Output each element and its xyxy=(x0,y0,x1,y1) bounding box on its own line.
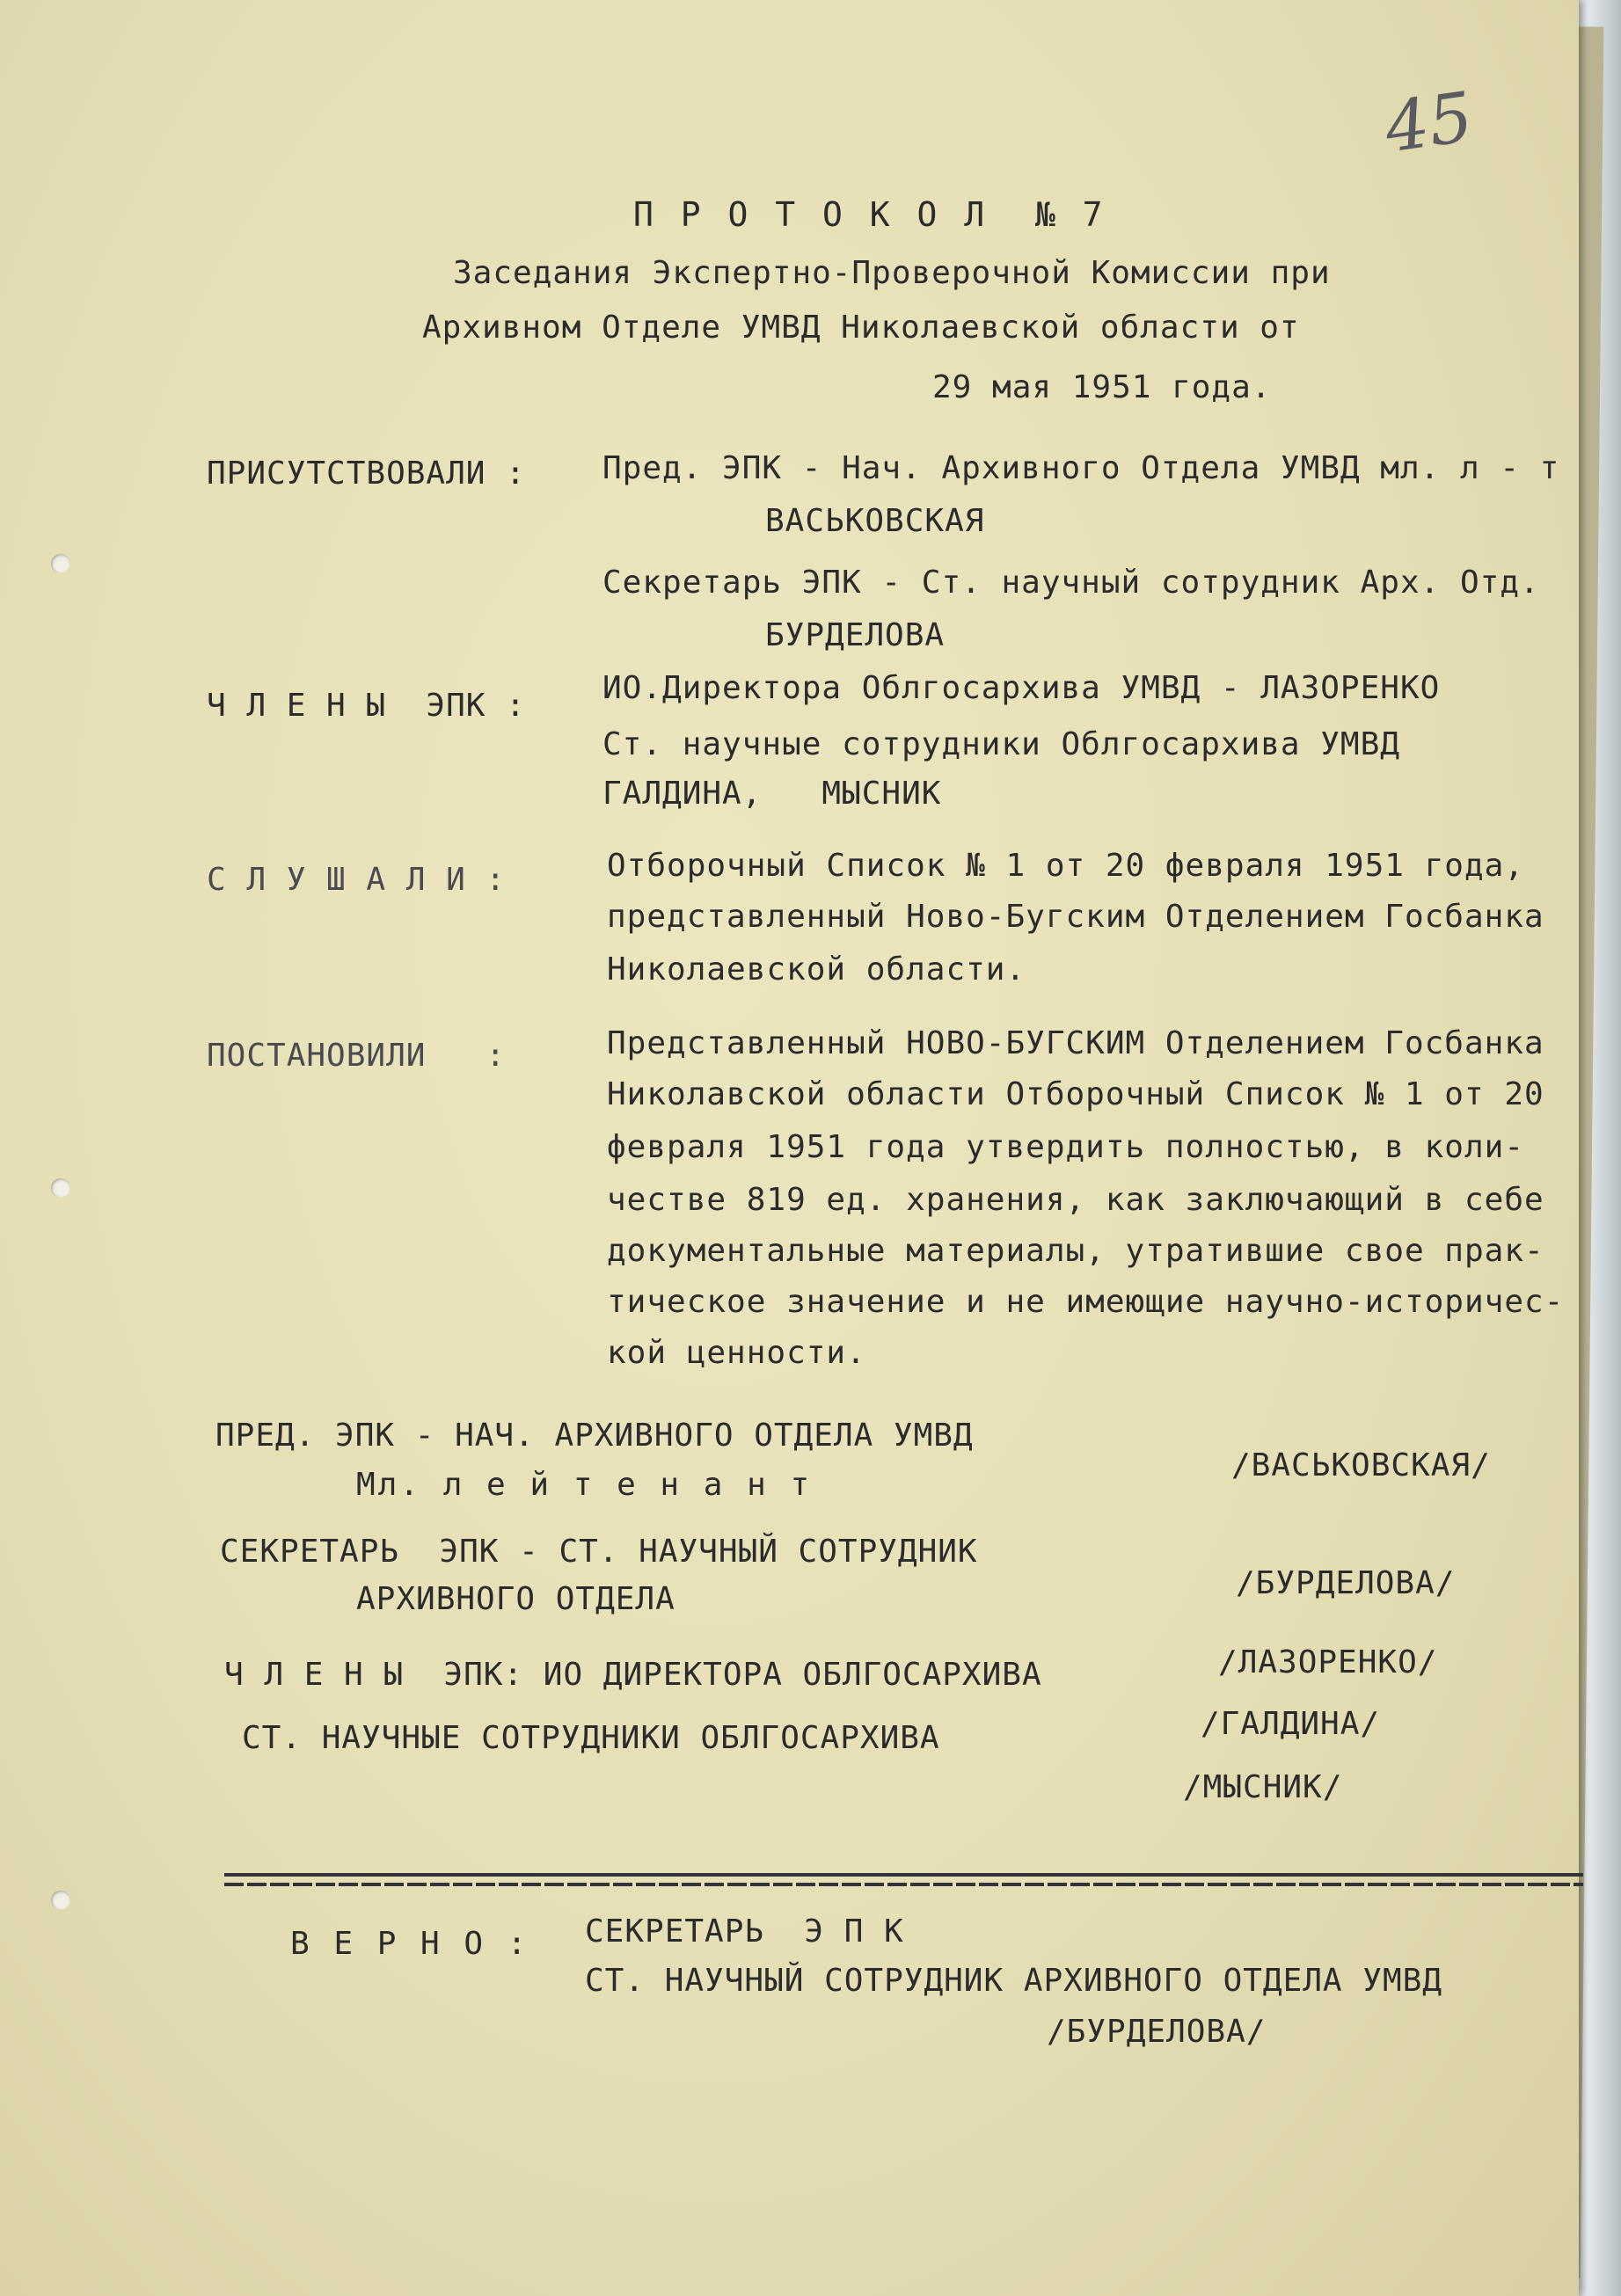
heard-line: Николаевской области. xyxy=(607,951,1026,988)
heard-label: С Л У Ш А Л И : xyxy=(207,862,507,898)
decided-line: документальные материалы, утратившие свое прак- xyxy=(607,1233,1544,1269)
decided-line: кой ценности. xyxy=(607,1335,866,1371)
decided-label: ПОСТАНОВИЛИ : xyxy=(207,1038,507,1074)
certification-line: СТ. НАУЧНЫЙ СОТРУДНИК АРХИВНОГО ОТДЕЛА УМВД xyxy=(585,1963,1442,1999)
member-name: /МЫСНИК/ xyxy=(1183,1769,1343,1805)
staff-title: СТ. НАУЧНЫЕ СОТРУДНИКИ ОБЛГОСАРХИВА xyxy=(242,1720,940,1756)
member-name: /ЛАЗОРЕНКО/ xyxy=(1218,1644,1438,1680)
punch-hole xyxy=(51,1178,70,1198)
decided-line: Николавской области Отборочный Список № 1 от 20 xyxy=(607,1076,1544,1112)
meeting-date: 29 мая 1951 года. xyxy=(932,369,1272,405)
secretary-name: /БУРДЕЛОВА/ xyxy=(1236,1565,1456,1601)
archive-page-mark: 45 xyxy=(1380,77,1479,169)
chair-name: /ВАСЬКОВСКАЯ/ xyxy=(1231,1447,1491,1483)
chair-title: ПРЕД. ЭПК - НАЧ. АРХИВНОГО ОТДЕЛА УМВД xyxy=(215,1418,974,1454)
decided-line: Представленный НОВО-БУГСКИМ Отделением Госбанка xyxy=(607,1025,1544,1061)
members-line: ГАЛДИНА, МЫСНИК xyxy=(602,776,942,812)
present-line: ВАСЬКОВСКАЯ xyxy=(765,503,985,539)
members-label: Ч Л Е Н Ы ЭПК : xyxy=(207,688,526,724)
decided-line: честве 819 ед. хранения, как заключающий в себе xyxy=(607,1182,1544,1218)
members-line: ИО.Директора Облгосархива УМВД - ЛАЗОРЕНКО xyxy=(602,670,1441,706)
secretary-title: СЕКРЕТАРЬ ЭПК - СТ. НАУЧНЫЙ СОТРУДНИК xyxy=(220,1534,978,1570)
heard-line: Отборочный Список № 1 от 20 февраля 1951 года, xyxy=(607,848,1524,884)
certification-line: СЕКРЕТАРЬ Э П К xyxy=(585,1913,904,1950)
member-name: /ГАЛДИНА/ xyxy=(1201,1706,1381,1742)
members-sign-title: Ч Л Е Н Ы ЭПК: ИО ДИРЕКТОРА ОБЛГОСАРХИВА xyxy=(224,1657,1042,1693)
subtitle-line: Заседания Экспертно-Проверочной Комиссии при xyxy=(453,255,1331,291)
members-line: Ст. научные сотрудники Облгосархива УМВД xyxy=(602,726,1400,762)
present-line: Пред. ЭПК - Нач. Архивного Отдела УМВД мл. л - т xyxy=(602,450,1560,486)
certification-name: /БУРДЕЛОВА/ xyxy=(1047,2014,1267,2050)
heard-line: представленный Ново-Бугским Отделением Госбанка xyxy=(607,899,1544,935)
subtitle-line: Архивном Отделе УМВД Николаевской области от xyxy=(422,310,1300,346)
certification-label: В Е Р Н О : xyxy=(290,1926,529,1962)
present-line: БУРДЕЛОВА xyxy=(765,617,946,653)
punch-hole xyxy=(51,1891,70,1910)
document-title: П Р О Т О К О Л № 7 xyxy=(633,195,1106,234)
punch-hole xyxy=(51,554,70,573)
chair-rank: Мл. л е й т е н а н т xyxy=(356,1467,813,1503)
present-line: Секретарь ЭПК - Ст. научный сотрудник Арх. Отд. xyxy=(602,565,1540,601)
secretary-dept: АРХИВНОГО ОТДЕЛА xyxy=(356,1581,675,1617)
divider-line xyxy=(224,1883,1583,1886)
decided-line: февраля 1951 года утвердить полностью, в коли- xyxy=(607,1129,1524,1165)
present-label: ПРИСУТСТВОВАЛИ : xyxy=(207,456,526,492)
divider-line xyxy=(224,1873,1583,1877)
decided-line: тическое значение и не имеющие научно-историчес- xyxy=(607,1284,1565,1320)
